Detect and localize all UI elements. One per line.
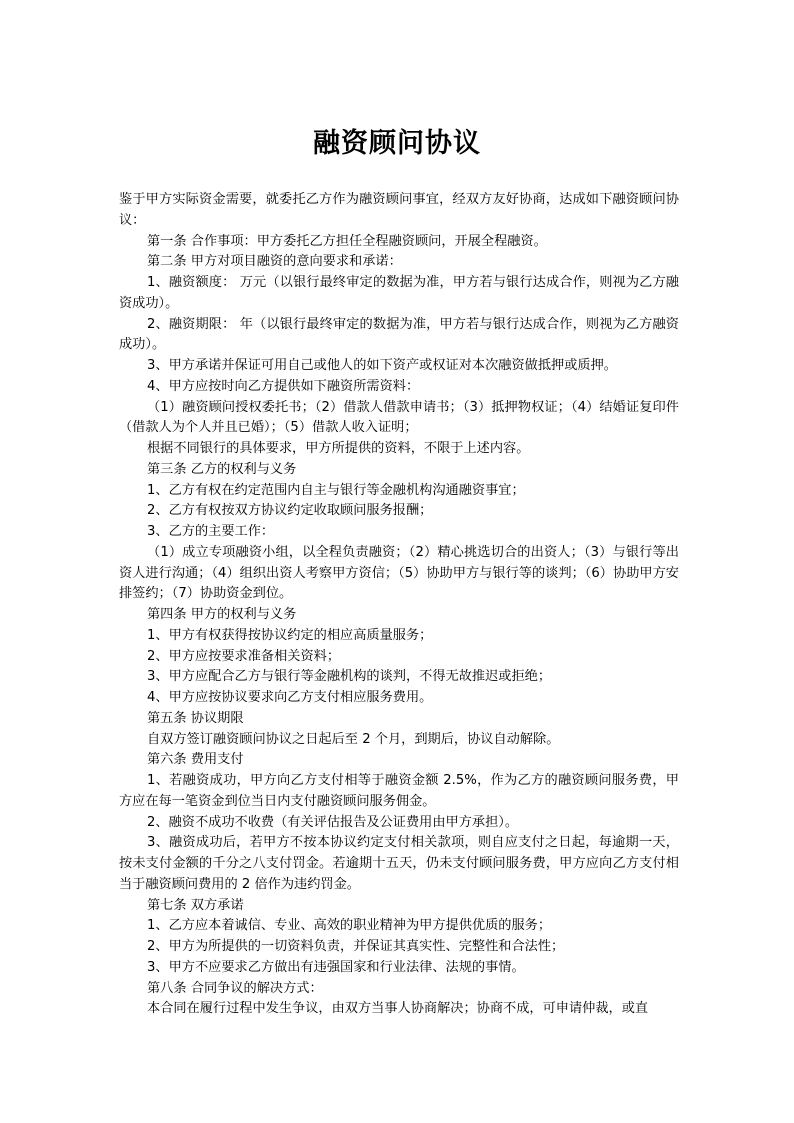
body-paragraph: 3、甲方承诺并保证可用自己或他人的如下资产或权证对本次融资做抵押或质押。 — [147, 358, 617, 373]
body-paragraph: 3、乙方的主要工作： — [147, 524, 275, 539]
body-paragraph: 1、融资额度： 万元（以银行最终审定的数据为准，甲方若与银行达成合作，则视为乙方融资成功）。 — [119, 275, 679, 311]
body-paragraph: 3、甲方应配合乙方与银行等金融机构的谈判，不得无故推迟或拒绝； — [147, 669, 552, 685]
body-paragraph: （1）融资顾问授权委托书；（2）借款人借款申请书；（3）抵押物权证；（4）结婚证复印件（借款人为个人并且已婚）；（5）借款人收入证明； — [119, 399, 679, 436]
body-paragraph: 第四条 甲方的权利与义务 — [147, 607, 297, 622]
body-paragraph: 本合同在履行过程中发生争议，由双方当事人协商解决；协商不成，可申请仲裁，或直 — [147, 1001, 649, 1017]
body-paragraph: 自双方签订融资顾问协议之日起后至 2 个月，到期后，协议自动解除。 — [147, 731, 560, 747]
body-paragraph: 3、融资成功后，若甲方不按本协议约定支付相关款项，则自应支付之日起，每逾期一天，按未支付金额的千分之八支付罚金。若逾期十五天，仍未支付顾问服务费，甲方应向乙方支付相当于融资顾问费用的 2 倍作为违约罚金。 — [119, 835, 679, 892]
body-paragraph: 2、甲方应按要求准备相关资料； — [147, 648, 341, 664]
body-paragraph: 根据不同银行的具体要求，甲方所提供的资料，不限于上述内容。 — [147, 441, 530, 456]
body-paragraph: 2、融资不成功不收费（有关评估报告及公证费用由甲方承担）。 — [147, 814, 519, 830]
body-paragraph: 第二条 甲方对项目融资的意向要求和承诺： — [147, 254, 402, 270]
body-paragraph: 第七条 双方承诺 — [147, 897, 244, 913]
body-paragraph: 1、乙方有权在约定范围内自主与银行等金融机构沟通融资事宜； — [147, 482, 525, 498]
body-paragraph: 1、乙方应本着诚信、专业、高效的职业精神为甲方提供优质的服务； — [147, 918, 552, 934]
body-paragraph: 4、甲方应按时向乙方提供如下融资所需资料： — [147, 378, 420, 394]
document-body — [119, 190, 679, 1020]
body-paragraph: 1、甲方有权获得按协议约定的相应高质量服务； — [147, 627, 433, 643]
document-title: 融资顾问协议 — [313, 128, 481, 159]
body-paragraph: 3、甲方不应要求乙方做出有违强国家和行业法律、法规的事情。 — [147, 959, 525, 975]
body-paragraph: 第八条 合同争议的解决方式： — [147, 980, 323, 996]
body-paragraph: 2、甲方为所提供的一切资料负责，并保证其真实性、完整性和合法性； — [147, 939, 565, 954]
body-paragraph: 1、若融资成功，甲方向乙方支付相等于融资金额 2.5%，作为乙方的融资顾问服务费，甲方应在每一笔资金到位当日内支付融资顾问服务佣金。 — [119, 773, 679, 809]
body-paragraph: 第三条 乙方的权利与义务 — [147, 461, 297, 477]
body-paragraph: 第六条 费用支付 — [147, 752, 244, 768]
body-paragraph: 2、融资期限： 年（以银行最终审定的数据为准，甲方若与银行达成合作，则视为乙方融资成功）。 — [119, 316, 679, 353]
body-paragraph: （1）成立专项融资小组，以全程负责融资；（2）精心挑选切合的出资人；（3）与银行等出资人进行沟通；（4）组织出资人考察甲方资信；（5）协助甲方与银行等的谈判；（6）协助甲方安排签约；（7）协助资金到位。 — [119, 544, 679, 602]
body-paragraph: 2、乙方有权按双方协议约定收取顾问服务报酬； — [147, 503, 433, 519]
body-paragraph: 第五条 协议期限 — [147, 710, 244, 726]
body-paragraph: 4、甲方应按协议要求向乙方支付相应服务费用。 — [147, 690, 433, 705]
body-paragraph: 鉴于甲方实际资金需要，就委托乙方作为融资顾问事宜，经双方友好协商，达成如下融资顾问协议： — [119, 192, 679, 228]
body-paragraph: 第一条 合作事项：甲方委托乙方担任全程融资顾问，开展全程融资。 — [147, 233, 547, 249]
